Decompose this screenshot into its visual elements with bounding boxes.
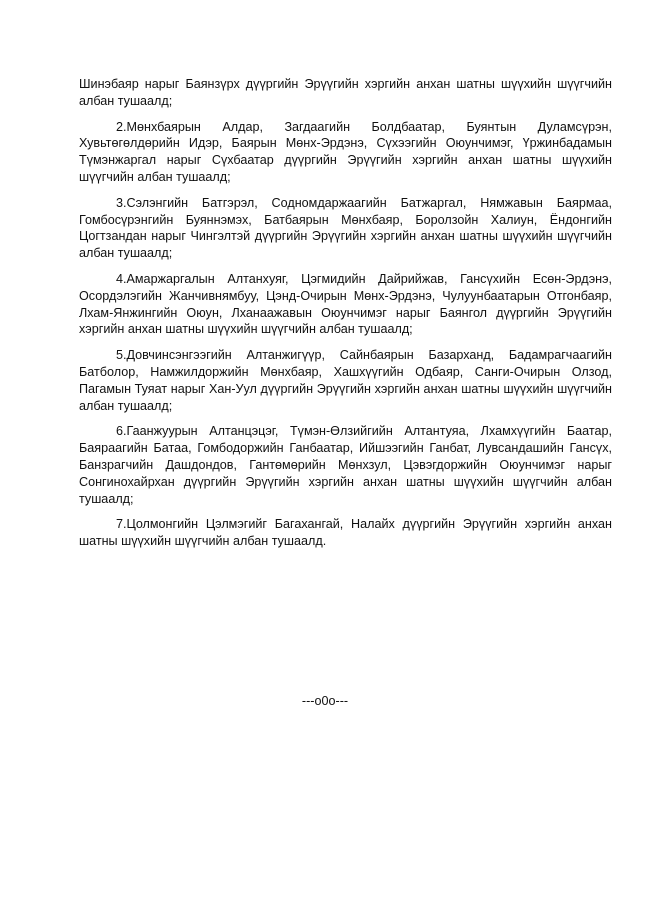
paragraph-item-3: 3.Сэлэнгийн Батгэрэл, Содномдаржаагийн Батжаргал, Нямжавын Баярмаа, Гомбосүрэнгийн Буяннэмэх, Батбаярын Мөнхбаяр, Боролзойн Халиун, Ёндонгийн Цогтзандан нарыг Чингэлтэй дүүргийн Эрүүгийн хэргийн анхан шатны шүүхийн шүүгчийн албан тушаалд; [79,195,612,261]
document-body [79,76,612,559]
paragraph-item-6: 6.Гаанжуурын Алтанцэцэг, Түмэн-Өлзийгийн Алтантуяа, Лхамхүүгийн Баатар, Баяраагийн Батаа, Гомбодоржийн Ганбаатар, Ийшээгийн Ганбат, Лувсандашийн Гансүх, Банзрагчийн Дашдондов, Гантөмөрийн Мөнхзул, Цэвэгдоржийн Оюунчимэг нарыг Сонгинохайрхан дүүргийн Эрүүгийн хэргийн анхан шатны шүүхийн шүүгчийн албан тушаалд; [79,424,612,506]
paragraph-item-5: 5.Довчинсэнгээгийн Алтанжигүүр, Сайнбаярын Базарханд, Бадамрагчаагийн Батболор, Намжилдоржийн Мөнхбаяр, Хашхүүгийн Одбаяр, Санги-Очирын Олзод, Пагамын Туяат нарыг Хан-Уул дүүргийн Эрүүгийн хэргийн анхан шатны шүүхийн шүүгчийн албан тушаалд; [79,348,612,413]
document-end-mark: ---o0o--- [301,694,349,708]
paragraph-continuation: Шинэбаяр нарыг Баянзүрх дүүргийн Эрүүгийн хэргийн анхан шатны шүүхийн шүүгчийн албан тушаалд; [79,77,612,108]
paragraph-item-4: 4.Амаржаргалын Алтанхуяг, Цэгмидийн Дайрийжав, Гансүхийн Есөн-Эрдэнэ, Осордэлэгийн Жанчивнямбуу, Цэнд-Очирын Мөнх-Эрдэнэ, Чулуунбаатарын Отгонбаяр, Лхам-Янжингийн Оюун, Лханаажавын Оюунчимэг нарыг Баянгол дүүргийн Эрүүгийн хэргийн анхан шатны шүүхийн шүүгчийн албан тушаалд; [79,271,612,337]
paragraph-item-2: 2.Мөнхбаярын Алдар, Загдаагийн Болдбаатар, Буянтын Дуламсүрэн, Хувьтөгөлдөрийн Идэр, Баярын Мөнх-Эрдэнэ, Сүхээгийн Оюунчимэг, Үржинбадамын Түмэнжаргал нарыг Сүхбаатар дүүргийн Эрүүгийн хэргийн анхан шатны шүүхийн шүүгчийн албан тушаалд; [79,119,612,184]
paragraph-item-7: 7.Цолмонгийн Цэлмэгийг Багахангай, Налайх дүүргийн Эрүүгийн хэргийн анхан шатны шүүхийн шүүгчийн албан тушаалд. [79,517,612,549]
